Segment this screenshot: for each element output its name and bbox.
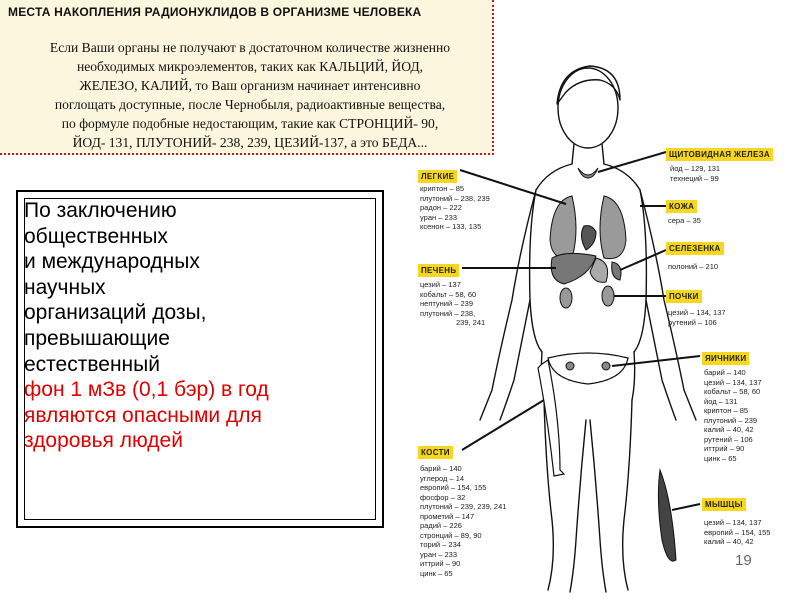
organ-label-kidneys: ПОЧКИ — [666, 290, 702, 303]
organ-label-bones: КОСТИ — [418, 446, 453, 459]
intro-line: по формуле подобные недостающим, такие как СТРОНЦИЙ- 90, — [61, 116, 439, 131]
hip-outline — [541, 352, 634, 400]
intro-paragraph — [12, 38, 488, 152]
left-lung-shape — [550, 196, 576, 259]
intro-line: ЖЕЛЕЗО, КАЛИЙ, то Ваш организм начинает интенсивно — [79, 78, 421, 93]
isotope-item: иттрий – 90 — [704, 444, 745, 453]
isotope-item: кобальт – 58, 60 — [704, 387, 761, 396]
neck-outline — [572, 144, 604, 164]
isotope-item: цинк – 65 — [420, 568, 453, 578]
organ-label-lungs: ЛЕГКИЕ — [418, 170, 457, 183]
isotope-item: цезий – 134, 137 — [704, 377, 762, 387]
femur-bone-shape — [538, 360, 564, 476]
isotope-item: барий – 140 — [704, 368, 746, 377]
isotope-item: плутоний – 238, — [420, 308, 476, 318]
intro-line: ЙОД- 131, ПЛУТОНИЙ- 238, 239, ЦЕЗИЙ-137, а это БЕДА... — [72, 135, 428, 150]
conclusion-line: научных — [24, 275, 106, 299]
isotope-item: европий – 154, 155 — [704, 527, 771, 537]
isotope-item: стронций – 89, 90 — [420, 530, 482, 540]
organ-label-muscles: МЫШЦЫ — [702, 498, 746, 511]
isotope-list-thyroid — [670, 164, 720, 183]
thyroid-shape — [578, 168, 598, 178]
isotope-item: йод – 131 — [704, 396, 738, 406]
isotope-item: прометий – 147 — [420, 511, 475, 521]
isotope-item: нептуний – 239 — [420, 299, 474, 308]
isotope-item: плутоний – 239, 239, 241 — [420, 502, 507, 511]
organ-label-skin: КОЖА — [666, 200, 697, 213]
organ-label-spleen: СЕЛЕЗЕНКА — [666, 242, 724, 255]
conclusion-line: превышающие — [24, 326, 170, 350]
isotope-list-spleen — [668, 262, 718, 272]
spleen-shape — [612, 262, 621, 280]
leader-line-ovaries — [612, 356, 700, 366]
isotope-item: рутений – 106 — [668, 317, 717, 327]
conclusion-highlight-line: здоровья людей — [24, 429, 183, 453]
heart-shape — [581, 226, 596, 250]
conclusion-line: общественных — [24, 224, 168, 248]
organ-label-liver: ПЕЧЕНЬ — [418, 264, 459, 277]
isotope-item: йод – 129, 131 — [670, 164, 721, 173]
conclusion-line: и международных — [24, 250, 200, 274]
isotope-list-lungs — [420, 184, 490, 232]
isotope-list-liver — [420, 280, 485, 328]
intro-panel — [0, 0, 494, 155]
leader-line-muscles — [672, 504, 700, 510]
isotope-list-kidneys — [668, 308, 726, 327]
left-kidney-shape — [560, 288, 572, 308]
conclusion-line: организаций дозы, — [24, 301, 207, 325]
isotope-item: плутоний – 238, 239 — [420, 193, 490, 203]
isotope-item: иттрий – 90 — [420, 559, 461, 568]
isotope-item: технеций – 99 — [670, 173, 719, 183]
isotope-item: полоний – 210 — [668, 262, 719, 271]
isotope-item: радий – 226 — [420, 521, 462, 530]
isotope-list-skin — [668, 216, 701, 226]
conclusion-box — [16, 190, 384, 528]
isotope-item: торий – 234 — [420, 540, 461, 549]
ovary-right-shape — [602, 362, 610, 370]
isotope-item: уран – 233 — [420, 212, 458, 222]
conclusion-line: естественный — [24, 352, 160, 376]
isotope-item: криптон – 85 — [704, 406, 749, 415]
leader-line-thyroid — [598, 152, 666, 172]
isotope-item: кобальт – 58, 60 — [420, 289, 477, 299]
slide-title: МЕСТА НАКОПЛЕНИЯ РАДИОНУКЛИДОВ В ОРГАНИЗМЕ ЧЕЛОВЕКА — [8, 5, 422, 19]
isotope-item: барий – 140 — [420, 464, 462, 473]
right-lung-shape — [600, 196, 626, 259]
isotope-item: уран – 233 — [420, 549, 458, 559]
page-number: 19 — [735, 552, 752, 569]
isotope-item: радон – 222 — [420, 203, 462, 212]
leader-line-bones — [462, 400, 544, 450]
isotope-item: цезий – 134, 137 — [668, 308, 726, 317]
intro-line: необходимых микроэлементов, таких как КАЛЬЦИЙ, ЙОД, — [76, 59, 424, 74]
hair-outline — [557, 66, 620, 104]
conclusion-highlight-line: являются опасными для — [24, 403, 262, 427]
head-outline — [558, 68, 618, 148]
isotope-item: цезий – 134, 137 — [704, 518, 762, 527]
left-leg-outline — [544, 400, 586, 592]
isotope-item: европий – 154, 155 — [420, 483, 487, 492]
isotope-list-muscles — [704, 518, 770, 547]
isotope-item: углерод – 14 — [420, 473, 465, 483]
isotope-item: цезий – 137 — [420, 280, 461, 289]
calf-muscle-shape — [658, 470, 676, 561]
isotope-item: цинк – 65 — [704, 453, 737, 463]
isotope-list-ovaries — [704, 368, 762, 463]
ovary-left-shape — [566, 362, 574, 370]
organ-label-thyroid: ЩИТОВИДНАЯ ЖЕЛЕЗА — [666, 148, 773, 161]
right-leg-outline — [590, 400, 632, 592]
isotope-list-bones — [420, 464, 506, 578]
isotope-item: плутоний – 239 — [704, 415, 758, 425]
isotope-item: калий – 40, 42 — [704, 537, 754, 546]
intro-line: Если Ваши органы не получают в достаточном количестве жизненно — [49, 40, 451, 55]
right-kidney-shape — [602, 286, 614, 306]
conclusion-line: По заключению — [24, 199, 177, 222]
isotope-item: калий – 40, 42 — [704, 425, 754, 434]
conclusion-text — [24, 198, 366, 454]
stomach-shape — [590, 258, 608, 282]
isotope-item: фосфор – 32 — [420, 492, 466, 502]
isotope-item: 239, 241 — [456, 318, 486, 327]
intro-line: поглощать доступные, после Чернобыля, радиоактивные вещества, — [54, 97, 446, 112]
organ-label-ovaries: ЯИЧНИКИ — [702, 352, 749, 365]
liver-shape — [551, 253, 596, 284]
conclusion-highlight-line: фон 1 мЗв (0,1 бэр) в год — [24, 378, 269, 402]
isotope-item: сера – 35 — [668, 216, 701, 225]
leader-line-spleen — [620, 250, 666, 270]
isotope-item: рутений – 106 — [704, 434, 753, 444]
isotope-item: ксенон – 133, 135 — [420, 222, 482, 231]
torso-outline — [530, 164, 647, 352]
pelvis-shape — [548, 353, 628, 384]
isotope-item: криптон – 85 — [420, 184, 465, 193]
